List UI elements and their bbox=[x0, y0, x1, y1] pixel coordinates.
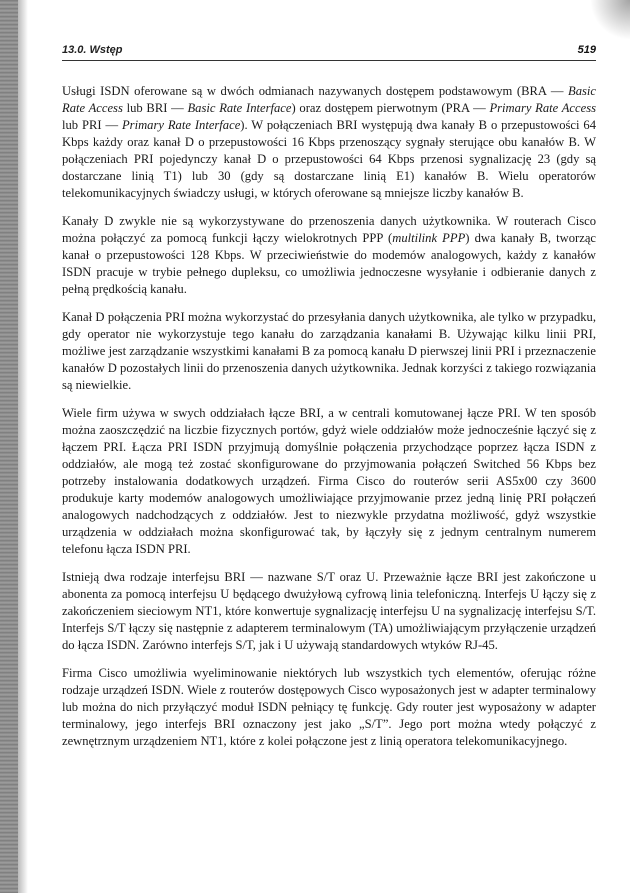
text-run: ). W połączeniach BRI występują dwa kanały B o przepustowości 64 Kbps każdy oraz kanał D o przepustowości 16 Kbps przenoszący sygnały sterujące obu kanałów B. W połączeniach PRI pojedynczy kanał D o przepustowości 64 Kbps przenosi sygnalizację 23 (gdy są dostarczane linią T1) lub 30 (gdy są dostarczane linią E1) kanałów B. Wielu operatorów telekomunikacyjnych świadczy usługi, w których oferowane są mniejsze liczby kanałów B. bbox=[62, 118, 596, 200]
italic-term: Basic Rate Access bbox=[62, 84, 596, 115]
text-run: ) dwa kanały B, tworząc kanał o przepustowości 128 Kbps. W przeciwieństwie do modemów analogowych, każdy z kanałów ISDN pracuje w trybie pełnego dupleksu, co umożliwia jednoczesne wysyłanie i odbieranie danych z pełną prędkością kanału. bbox=[62, 231, 596, 296]
paragraph-6 bbox=[62, 665, 596, 750]
text-run: lub PRI — bbox=[62, 118, 122, 132]
running-header bbox=[62, 44, 596, 64]
body-text bbox=[62, 83, 596, 761]
paragraph-5 bbox=[62, 569, 596, 654]
text-run: Kanały D zwykle nie są wykorzystywane do przenoszenia danych użytkownika. W routerach Cisco można połączyć za pomocą funkcji łączy wielokrotnych PPP ( bbox=[62, 214, 596, 245]
header-rule bbox=[62, 60, 596, 61]
italic-term: Basic Rate Interface bbox=[187, 101, 292, 115]
italic-term: Primary Rate Interface bbox=[121, 118, 241, 132]
text-run: lub BRI — bbox=[122, 101, 188, 115]
paragraph-4 bbox=[62, 405, 596, 558]
page-number: 519 bbox=[577, 44, 596, 56]
text-run: Firma Cisco umożliwia wyeliminowanie niektórych lub wszystkich tych elementów, oferując różne rodzaje urządzeń ISDN. Wiele z routerów dostępowych Cisco wyposażonych jest w adapter terminalowy lub można do nich przyłączyć moduł ISDN pełniący tę funkcję. Gdy router jest wyposażony w adapter terminalowy, jego interfejs BRI oznaczony jest jako „S/T”. Jego port można wtedy połączyć z zewnętrznym urządzeniem NT1, które z kolei połączone jest z linią operatora telekomunikacyjnego. bbox=[62, 666, 596, 748]
text-run: Istnieją dwa rodzaje interfejsu BRI — nazwane S/T oraz U. Przeważnie łącze BRI jest zakończone u abonenta za pomocą interfejsu U będącego dwużyłową cyfrową linia telefoniczną. Interfejs U łączy się z zakończeniem sieciowym NT1, które konwertuje sygnalizację interfejsu U na sygnalizację interfejsu S/T. Interfejs S/T łączy się następnie z adapterem terminalowym (TA) umożliwiającym przyłączenie urządzeń do łącza ISDN. Zarówno interfejs S/T, jak i U używają standardowych wtyków RJ-45. bbox=[62, 570, 596, 652]
paragraph-2 bbox=[62, 213, 596, 298]
paragraph-1 bbox=[62, 83, 596, 202]
text-run: ) oraz dostępem pierwotnym (PRA — bbox=[291, 101, 490, 115]
italic-term: multilink PPP bbox=[392, 231, 466, 245]
text-run: Usługi ISDN oferowane są w dwóch odmianach nazywanych dostępem podstawowym (BRA — bbox=[62, 84, 569, 98]
scan-corner-shadow bbox=[590, 0, 630, 40]
paragraph-3 bbox=[62, 309, 596, 394]
scan-binding-edge bbox=[0, 0, 18, 893]
section-title: 13.0. Wstęp bbox=[62, 44, 123, 56]
italic-term: Primary Rate Access bbox=[489, 101, 597, 115]
text-run: Wiele firm używa w swych oddziałach łącze BRI, a w centrali komutowanej łącze PRI. W ten sposób można zaoszczędzić na liczbie fizycznych portów, gdyż wiele oddziałów może jednocześnie łączyć się z łączem PRI. Łącza PRI ISDN przyjmują domyślnie połączenia przychodzące poprzez łącza ISDN z oddziałów, ale mogą też zostać skonfigurowane do przyjmowania połączeń Switched 56 Kbps bez potrzeby instalowania dodatkowych urządzeń. Firma Cisco do routerów serii AS5x00 czy 3600 produkuje karty modemów analogowych umożliwiające przyjmowanie przez jedną linię PRI połączeń analogowych nadchodzących z oddziałów. Jest to niezwykle przydatna możliwość, gdyż wszystkie urządzenia w oddziałach można skonfigurować tak, by łączyły się z jednym centralnym numerem telefonu łącza ISDN PRI. bbox=[62, 406, 596, 556]
scan-shadow bbox=[18, 0, 28, 893]
text-run: Kanał D połączenia PRI można wykorzystać do przesyłania danych użytkownika, ale tylko w przypadku, gdy operator nie wykorzystuje tego kanału do zarządzania kanałami B. Używając kilku linii PRI, możliwe jest zarządzanie wszystkimi kanałami B za pomocą kanału D pierwszej linii PRI i przeznaczenie kanałów D pozostałych linii do przenoszenia danych użytkownika. Jednak korzyści z takiego rozwiązania są niewielkie. bbox=[62, 310, 596, 392]
